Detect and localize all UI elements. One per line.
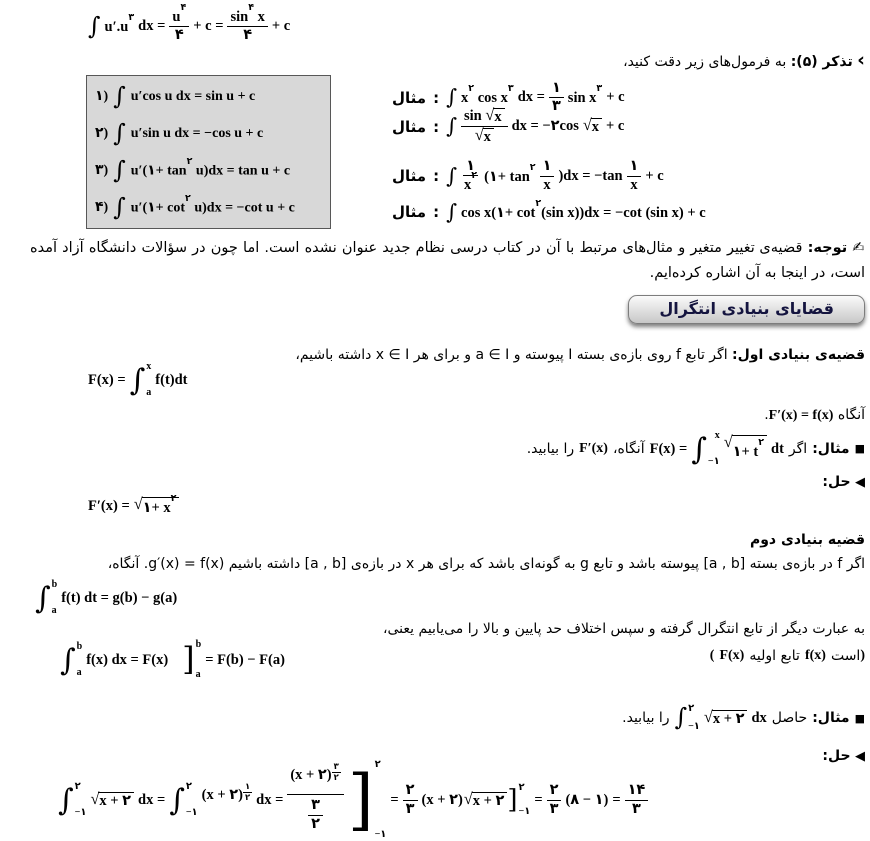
box-item: ۴) ∫ u′(۱+ $\cot^۲ u)dx = -\cot$ u + c bbox=[95, 192, 295, 221]
integral-symbol: ∫ bbox=[446, 85, 458, 110]
bullet-square-icon: ■ bbox=[854, 711, 865, 725]
note-text: قضیه‌ی تغییر متغیر و مثال‌های مرتبط با آن در کتاب درسی نظام جدید عنوان نشده است. اما چون در سؤالات دانشگاه آزاد آمده است، در اینجا به آن اشاره کرده‌ایم. bbox=[30, 240, 865, 281]
inline-math: F′(x) bbox=[579, 441, 608, 456]
section-badge bbox=[628, 295, 865, 324]
integral-symbol: ∫ bbox=[446, 114, 458, 139]
formula-box bbox=[86, 75, 331, 229]
fraction: $\frac{u^۴}{۴}$ bbox=[169, 8, 189, 45]
sqrt-symbol: √ x bbox=[475, 127, 494, 146]
solution-label: حل: bbox=[822, 748, 851, 764]
evaluation-bracket: ] b a bbox=[182, 639, 202, 680]
sqrt-symbol: √ ۱+ $t^۲$ bbox=[724, 434, 767, 464]
theorem2-title: قضیه بنیادی دوم bbox=[749, 532, 865, 548]
sqrt-symbol: √ x bbox=[583, 117, 602, 136]
solution-triangle-icon: ◀ bbox=[855, 749, 865, 764]
example-label: مثال bbox=[392, 117, 427, 136]
example-row: مثال : ∫ sin √ x √ x dx = −۲cos √ x + c bbox=[392, 106, 625, 146]
integral-symbol: ∫ ۲ −۱ bbox=[674, 703, 700, 732]
inline-math: F(x) bbox=[719, 648, 745, 663]
sqrt-symbol: √ x + ۲ bbox=[90, 791, 134, 810]
section-badge-label: قضایای بنیادی انتگرال bbox=[659, 299, 834, 318]
theorem1-intro-text: اگر تابع ‎f‎ روی بازه‌ی بسته ‎I‎ پیوسته و ‎a ∈ I‎ و برای هر ‎x ∈ I‎ داشته باشیم، bbox=[295, 347, 728, 363]
integral-symbol: ∫ bbox=[113, 155, 126, 184]
fraction: $\frac{۱۴}{۳}$ bbox=[625, 782, 649, 818]
example-row: مثال : ∫ cos x(۱+ $\cot^۲(\sin$ x))dx = −cot (sin x) + c bbox=[392, 199, 706, 224]
theorem1-then-line: آنگاه F′(x) = f(x). bbox=[764, 407, 865, 423]
theorem1-title: قضیه‌ی بنیادی اول: bbox=[732, 347, 865, 363]
sqrt-symbol: √ x + ۲ bbox=[464, 791, 508, 810]
fraction: $\frac{۱}{۳}$ bbox=[549, 80, 564, 116]
theorem2-intro: اگر ‎f‎ در بازه‌ی بسته ‎[a , b]‎ پیوسته باشد و تابع ‎g‎ به گونه‌ای باشد که برای هر ‎x‎ در بازه‌ی ‎[a , b]‎ داشته باشیم ‎g′(x) = f(x)‎. آنگاه، bbox=[107, 556, 865, 572]
example-label: مثال bbox=[392, 203, 427, 222]
note-title: توجه: bbox=[807, 240, 848, 256]
box-item: ۲) ∫ u′sin u dx = −cos u + c bbox=[95, 118, 264, 147]
evaluation-bracket: ] ۲ −۱ bbox=[507, 782, 531, 817]
antiderivative-note: ( F(x) تابع اولیه f(x) است ) bbox=[709, 648, 865, 664]
integral-symbol: ∫ bbox=[113, 192, 126, 221]
theorem1-definition-formula: F(x) = ∫ x a f(t)dt bbox=[88, 361, 188, 398]
integral-symbol: ∫ ۲ −۱ bbox=[58, 781, 87, 818]
example-label: مثال: bbox=[812, 441, 850, 457]
theorem2-explanation: به عبارت دیگر از تابع انتگرال گرفته و سپس اختلاف حد پایین و بالا را می‌یابیم یعنی، bbox=[382, 621, 865, 637]
sqrt-symbol: √ ۱+ $x^۲$ bbox=[134, 496, 180, 517]
integral-symbol: ∫ ۲ −۱ bbox=[169, 781, 198, 818]
bullet-square-icon: ■ bbox=[854, 442, 865, 455]
theorem1-solution-formula: F′(x) = √ ۱+ $x^۲$ bbox=[88, 496, 179, 517]
example-label: مثال bbox=[392, 167, 427, 186]
example-row: مثال : ∫ $\frac{۱}{x^۲}$ (۱+ $\tan^۲$ $\frac{۱}{x}$ )dx = −tan $\frac{۱}{x}$ + c bbox=[392, 158, 664, 194]
solution-marker bbox=[822, 744, 865, 769]
arrowhead-icon: › bbox=[857, 49, 865, 71]
theorem1-example-line: ■ مثال: اگر F(x) = ∫ x −۱ √ ۱+ $t^۲$ dt آنگاه، F′(x) را بیابید. bbox=[526, 430, 865, 467]
integral-symbol: ∫ bbox=[446, 163, 458, 188]
example-row: مثال : ∫ $x^۲$ $\cos x^۳$ dx = $\frac{۱}{۳}$ $\sin x^۳$ + c bbox=[392, 80, 625, 115]
integral-symbol: ∫ x a bbox=[129, 361, 152, 398]
integral-symbol: ∫ bbox=[446, 200, 458, 224]
final-evaluation-formula: ∫ ۲ −۱ √ x + ۲ dx = ∫ ۲ −۱ (x + ۲) ۱ ۲ dx = (x + ۲) ۳ ۲ $\frac{۳}{۲}$ ] ۲ −۱ = $\frac{۲}{۳}$ (x + ۲) √ x + ۲ ] ۲ −۱ = $\frac{۲}{۳}$ (۸ − ۱) = $\frac{۱۴}{۳}$ bbox=[58, 762, 648, 838]
inline-math: f(x) bbox=[804, 648, 826, 663]
math-token: dx = bbox=[138, 17, 166, 34]
remark-text: به فرمول‌های زیر دقت کنید، bbox=[623, 54, 787, 70]
fraction: sin √ x √ x bbox=[461, 107, 508, 147]
sqrt-symbol: √ x + ۲ bbox=[704, 709, 748, 728]
example-label: مثال: bbox=[812, 710, 850, 726]
sqrt-symbol: √ x bbox=[485, 107, 504, 126]
top-formula bbox=[88, 3, 291, 45]
solution-label: حل: bbox=[822, 474, 851, 490]
box-item: ۳) ∫ u′(۱+ $\tan^۲ u)dx = \tan u + c$ bbox=[95, 155, 291, 184]
remark-title: تذکر (۵): bbox=[790, 54, 853, 70]
integral-symbol: ∫ bbox=[88, 11, 101, 40]
writing-hand-icon: ✍ bbox=[852, 240, 866, 256]
fraction: $\frac{\sin^۴ x}{۴}$ bbox=[227, 8, 267, 45]
theorem2-formula-1: ∫ b a f(t) dt = g(b) − g(a) bbox=[35, 579, 178, 616]
big-fraction: (x + ۲) ۳ ۲ $\frac{۳}{۲}$ bbox=[287, 767, 343, 833]
exponent-fraction: ۱ ۲ bbox=[244, 781, 251, 802]
inline-integral-formula: ∫ ۲ −۱ √ x + ۲ dx bbox=[674, 703, 767, 732]
remark-line bbox=[623, 50, 865, 74]
integral-symbol: ∫ b a bbox=[60, 641, 83, 678]
math-token: + c = bbox=[193, 17, 224, 34]
integral-symbol: ∫ b a bbox=[35, 579, 58, 616]
inline-integral-formula: F(x) = ∫ x −۱ √ ۱+ $t^۲$ dt bbox=[649, 430, 784, 467]
theorem2-example-line: ■ مثال: حاصل ∫ ۲ −۱ √ x + ۲ dx را بیابید. bbox=[622, 703, 865, 732]
math-token: $u'.u^۳$ bbox=[104, 12, 135, 35]
solution-triangle-icon: ◀ bbox=[855, 475, 865, 490]
box-item: ۱) ∫ u′cos u dx = sin u + c bbox=[95, 81, 256, 110]
fraction: $\frac{۲}{۳}$ bbox=[403, 782, 418, 818]
math-token: + c bbox=[271, 17, 291, 34]
fraction: $\frac{۱}{x}$ bbox=[540, 158, 555, 194]
solution-marker bbox=[822, 470, 865, 495]
integral-symbol: ∫ bbox=[113, 81, 126, 110]
fraction: $\frac{۱}{x^۲}$ bbox=[464, 158, 478, 194]
evaluation-bracket: ] ۲ −۱ bbox=[347, 759, 387, 840]
inline-math: F′(x) = f(x) bbox=[768, 408, 834, 423]
integral-symbol: ∫ bbox=[113, 118, 126, 147]
fraction: $\frac{۲}{۳}$ bbox=[547, 782, 562, 818]
fraction: $\frac{۱}{x}$ bbox=[627, 158, 642, 194]
note-paragraph bbox=[30, 236, 865, 286]
example-label: مثال bbox=[392, 88, 427, 107]
theorem2-formula-2: ∫ b a f(x) dx = F(x) ] b a = F(b) − F(a) bbox=[60, 639, 285, 680]
integral-symbol: ∫ x −۱ bbox=[691, 430, 720, 467]
